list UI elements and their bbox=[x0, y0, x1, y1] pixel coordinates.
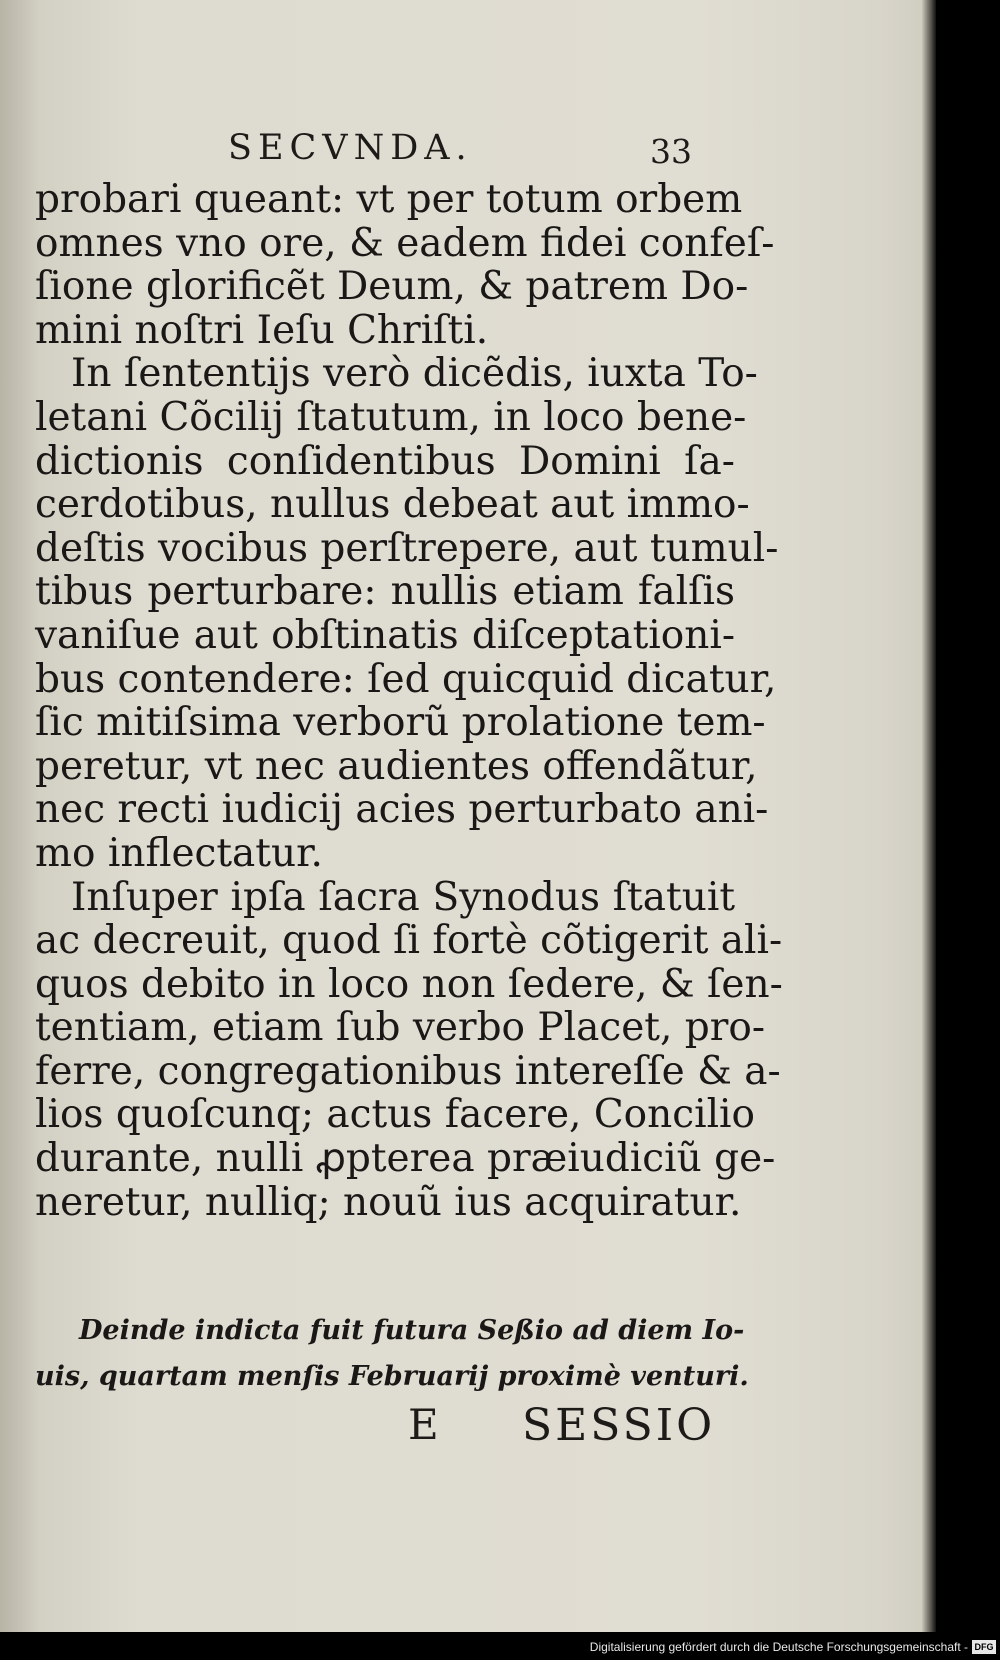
page-number: 33 bbox=[650, 132, 692, 171]
text-line: vaniſue aut obſtinatis diſceptationi- bbox=[35, 612, 735, 658]
text-line: mini noſtri Ieſu Chriſti. bbox=[35, 307, 489, 353]
paragraph-1 bbox=[35, 177, 775, 353]
text-line: quos debito in loco non ſedere, & ſen- bbox=[35, 961, 783, 1007]
text-line: ferre, congregationibus intereſſe & a- bbox=[35, 1048, 781, 1094]
note-line: Deinde indicta fuit futura Seßio ad diem Io- bbox=[79, 1315, 745, 1346]
text-line: ſione glorificẽt Deum, & patrem Do- bbox=[35, 264, 749, 310]
text-line: nec recti iudicij acies perturbato ani- bbox=[35, 787, 769, 833]
text-line: ac decreuit, quod ſi fortè cõtigerit ali- bbox=[35, 918, 783, 964]
text-line: ſic mitiſsima verborũ prolatione tem- bbox=[35, 700, 766, 746]
paragraph-2 bbox=[35, 351, 779, 876]
text-line: peretur, vt nec audientes offendãtur, bbox=[35, 743, 758, 789]
text-line: omnes vno ore, & eadem fidei confeſ- bbox=[35, 220, 775, 266]
running-head-title: SECVNDA. bbox=[228, 128, 473, 168]
text-line: mo inflectatur. bbox=[35, 830, 323, 876]
note-line: uis, quartam menſis Februarij proximè venturi. bbox=[35, 1361, 749, 1392]
catchword: SESSIO bbox=[522, 1400, 716, 1451]
text-line: dictionis conſidentibus Domini ſa- bbox=[35, 438, 735, 484]
text-line: Inſuper ipſa ſacra Synodus ſtatuit bbox=[71, 874, 735, 920]
italic-note bbox=[35, 1308, 749, 1400]
text-line: tentiam, etiam ſub verbo Placet, pro- bbox=[35, 1005, 766, 1051]
text-line: lios quoſcunq; actus facere, Concilio bbox=[35, 1092, 756, 1138]
text-line: letani Cõcilij ſtatutum, in loco bene- bbox=[35, 394, 747, 440]
paragraph-3 bbox=[35, 874, 783, 1225]
catchline bbox=[0, 1400, 930, 1454]
text-line: probari queant: vt per totum orbem bbox=[35, 177, 743, 222]
running-head bbox=[0, 128, 930, 172]
body-text bbox=[35, 177, 783, 1225]
text-line: bus contendere: ſed quicquid dicatur, bbox=[35, 656, 777, 702]
text-line: In ſententijs verò dicẽdis, iuxta To- bbox=[71, 351, 758, 397]
page-edge-shadow bbox=[922, 0, 936, 1632]
footer-credit: Digitalisierung gefördert durch die Deutsche Forschungsgemeinschaft - bbox=[589, 1640, 968, 1654]
signature-mark: E bbox=[408, 1400, 439, 1449]
text-line: tibus perturbare: nullis etiam falſis bbox=[35, 569, 735, 615]
text-line: cerdotibus, nullus debeat aut immo- bbox=[35, 482, 750, 528]
text-line: durante, nulli ꝓpterea præiudiciũ ge- bbox=[35, 1136, 776, 1182]
digitization-footer bbox=[0, 1636, 1000, 1660]
text-line: deſtis vocibus perſtrepere, aut tumul- bbox=[35, 525, 779, 571]
text-line: neretur, nulliq; nouũ ius acquiratur. bbox=[35, 1179, 742, 1225]
dfg-logo: DFG bbox=[972, 1640, 996, 1654]
